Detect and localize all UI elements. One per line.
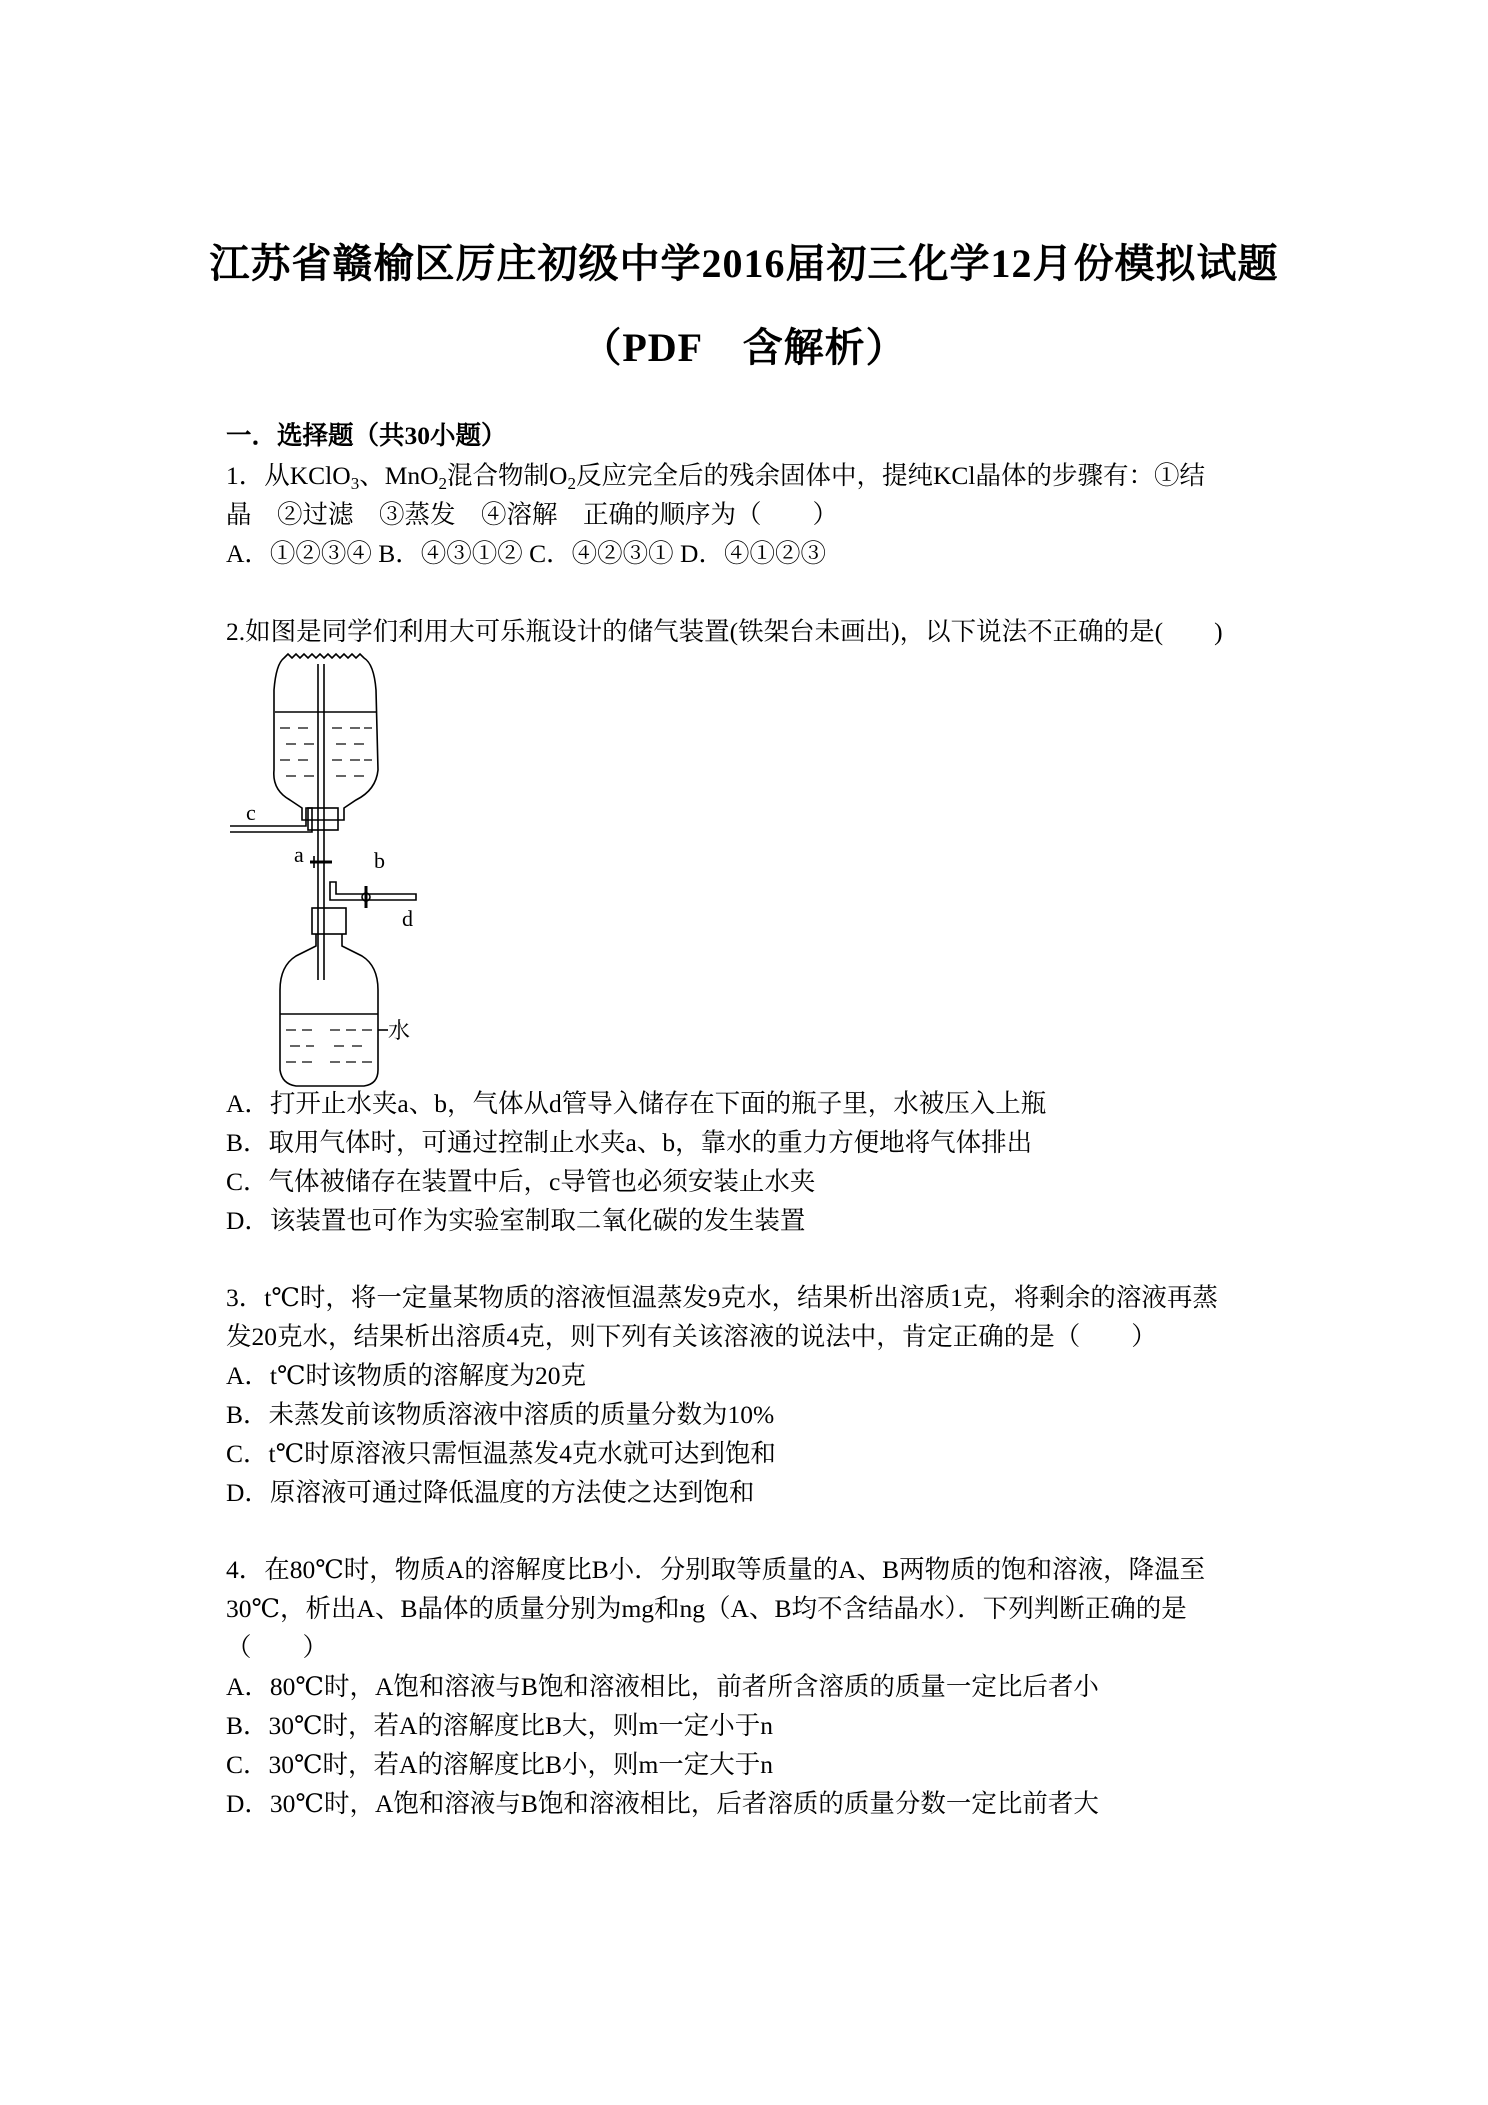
q2-stem: 2.如图是同学们利用大可乐瓶设计的储气装置(铁架台未画出)，以下说法不正确的是( ) bbox=[226, 617, 1223, 646]
q4-option-b: B．30℃时，若A的溶解度比B大，则m一定小于n bbox=[226, 1711, 774, 1740]
q1-stem-line1 bbox=[226, 460, 1266, 492]
q4-stem-line3: （ ） bbox=[226, 1633, 329, 1662]
label-d: d bbox=[402, 906, 413, 931]
label-c: c bbox=[246, 800, 256, 825]
section-heading: 一．选择题（共30小题） bbox=[226, 421, 507, 450]
q2-option-a: A．打开止水夹a、b，气体从d管导入储存在下面的瓶子里，水被压入上瓶 bbox=[226, 1089, 1047, 1118]
q3-stem-line2: 发20克水，结果析出溶质4克，则下列有关该溶液的说法中，肯定正确的是（ ） bbox=[226, 1322, 1157, 1351]
q3-option-b: B．未蒸发前该物质溶液中溶质的质量分数为10% bbox=[226, 1400, 775, 1429]
q1-stem-line2: 晶 ②过滤 ③蒸发 ④溶解 正确的顺序为（ ） bbox=[226, 500, 839, 529]
q1-stem-text: 1．从KClO$_3$、MnO$_2$混合物制$O_2$反应完全后的残余固体中，提纯KCl晶体的步骤有：①结 bbox=[226, 461, 1205, 493]
upper-bottle bbox=[274, 654, 378, 820]
lower-bottle bbox=[280, 934, 378, 1086]
gas-storage-apparatus-figure bbox=[226, 650, 426, 1090]
q1-options: A．①②③④ B．④③①② C．④②③① D．④①②③ bbox=[226, 539, 826, 568]
tube-d bbox=[330, 882, 416, 900]
q4-option-a: A．80℃时，A饱和溶液与B饱和溶液相比，前者所含溶质的质量一定比后者小 bbox=[226, 1672, 1099, 1701]
q4-stem-line1: 4．在80℃时，物质A的溶解度比B小．分别取等质量的A、B两物质的饱和溶液，降温至 bbox=[226, 1555, 1206, 1584]
tube-c bbox=[230, 808, 312, 832]
document-title: 江苏省赣榆区厉庄初级中学2016届初三化学12月份模拟试题 bbox=[209, 241, 1279, 286]
q4-option-d: D．30℃时，A饱和溶液与B饱和溶液相比，后者溶质的质量分数一定比前者大 bbox=[226, 1789, 1099, 1818]
q2-option-c: C．气体被储存在装置中后，c导管也必须安装止水夹 bbox=[226, 1167, 816, 1196]
q2-option-b: B．取用气体时，可通过控制止水夹a、b，靠水的重力方便地将气体排出 bbox=[226, 1128, 1033, 1157]
label-water: 水 bbox=[388, 1018, 411, 1043]
q4-option-c: C．30℃时，若A的溶解度比B小，则m一定大于n bbox=[226, 1750, 774, 1779]
q3-option-a: A．t℃时该物质的溶解度为20克 bbox=[226, 1361, 587, 1390]
q3-stem-line1: 3．t℃时，将一定量某物质的溶液恒温蒸发9克水，结果析出溶质1克，将剩余的溶液再蒸 bbox=[226, 1283, 1218, 1312]
lower-stopper bbox=[312, 908, 346, 934]
document-subtitle: （PDF 含解析） bbox=[581, 325, 907, 370]
q2-option-d: D．该装置也可作为实验室制取二氧化碳的发生装置 bbox=[226, 1206, 806, 1235]
label-b: b bbox=[374, 848, 385, 873]
q3-option-c: C．t℃时原溶液只需恒温蒸发4克水就可达到饱和 bbox=[226, 1439, 776, 1468]
q3-option-d: D．原溶液可通过降低温度的方法使之达到饱和 bbox=[226, 1478, 755, 1507]
label-a: a bbox=[294, 842, 304, 867]
q4-stem-line2: 30℃，析出A、B晶体的质量分别为mg和ng（A、B均不含结晶水）．下列判断正确的是 bbox=[226, 1594, 1187, 1623]
